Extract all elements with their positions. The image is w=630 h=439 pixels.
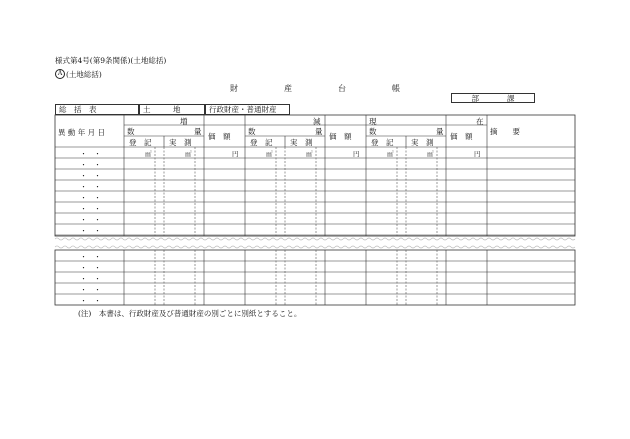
title-char: 台 <box>338 84 346 93</box>
date-row-mark: ・ ・ <box>80 264 101 272</box>
increase-quantity-label: 数 <box>127 127 135 136</box>
date-row-mark: ・ ・ <box>80 297 101 305</box>
date-row-mark: ・ ・ <box>80 205 101 213</box>
circled-a-icon: A <box>55 69 65 79</box>
date-row-mark: ・ ・ <box>80 227 101 235</box>
date-row-mark: ・ ・ <box>80 275 101 283</box>
unit-area: ㎡ <box>185 150 192 158</box>
current-registered: 登 記 <box>371 138 394 147</box>
footnote: (注) 本書は、行政財産及び普通財産の別ごとに別紙とすること。 <box>78 309 302 318</box>
col-date-header: 異 動 年 月 日 <box>58 128 106 137</box>
decrease-measured: 実 測 <box>290 138 313 147</box>
summary-category: 土 地 <box>139 104 205 115</box>
date-row-mark: ・ ・ <box>80 172 101 180</box>
unit-yen: 円 <box>232 150 239 158</box>
current-measured: 実 測 <box>411 138 434 147</box>
col-current-header-right: 在 <box>476 117 484 126</box>
unit-area: ㎡ <box>427 150 434 158</box>
remarks-header: 摘 要 <box>490 127 520 136</box>
form-number: 様式第4号(第9条関係)(土地総括) <box>55 56 167 65</box>
increase-measured: 実 測 <box>169 138 192 147</box>
summary-type: 行政財産・普通財産 <box>205 104 290 115</box>
unit-yen: 円 <box>474 150 481 158</box>
decrease-quantity-unit: 量 <box>315 127 323 136</box>
date-row-mark: ・ ・ <box>80 216 101 224</box>
increase-registered: 登 記 <box>129 138 152 147</box>
form-subtitle-text: (土地総括) <box>66 69 102 79</box>
unit-area: ㎡ <box>306 150 313 158</box>
decrease-quantity-label: 数 <box>248 127 256 136</box>
col-current-header-left: 現 <box>369 117 377 126</box>
date-row-mark: ・ ・ <box>80 150 101 158</box>
current-quantity-unit: 量 <box>436 127 444 136</box>
title-char: 帳 <box>392 84 400 93</box>
section-label: 課 <box>507 93 515 103</box>
summary-label: 総 括 表 <box>55 104 139 115</box>
current-quantity-label: 数 <box>369 127 377 136</box>
increase-value-header: 価 額 <box>208 132 231 141</box>
title-char: 財 <box>230 84 238 93</box>
unit-area: ㎡ <box>387 150 394 158</box>
unit-area: ㎡ <box>145 150 152 158</box>
decrease-registered: 登 記 <box>250 138 273 147</box>
date-row-mark: ・ ・ <box>80 286 101 294</box>
date-row-mark: ・ ・ <box>80 161 101 169</box>
unit-area: ㎡ <box>266 150 273 158</box>
decrease-value-header: 価 額 <box>329 132 352 141</box>
current-value-header: 価 額 <box>450 132 473 141</box>
unit-yen: 円 <box>353 150 360 158</box>
date-row-mark: ・ ・ <box>80 253 101 261</box>
col-decrease-header: 減 <box>313 117 321 126</box>
date-row-mark: ・ ・ <box>80 183 101 191</box>
department-label: 部 <box>471 93 479 103</box>
increase-quantity-unit: 量 <box>194 127 202 136</box>
title-char: 産 <box>284 84 292 93</box>
date-row-mark: ・ ・ <box>80 194 101 202</box>
col-increase-header: 増 <box>180 117 188 126</box>
